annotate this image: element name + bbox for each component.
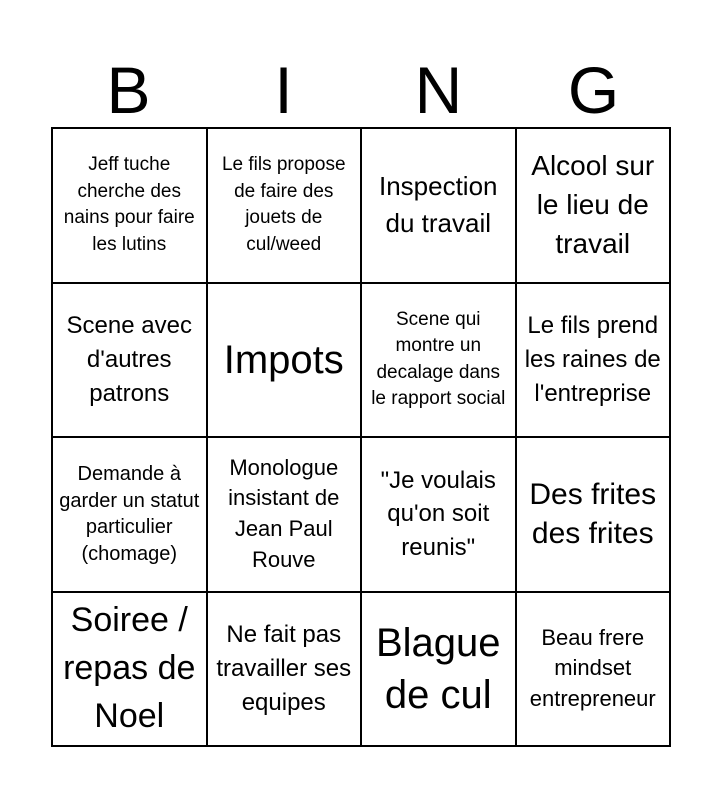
bingo-cell-text: Blague de cul: [375, 620, 501, 717]
bingo-cell-text: Demande à garder un statut particulier (chomage): [59, 463, 200, 565]
header-letter-i: I: [274, 53, 293, 127]
header-letter-g: G: [567, 53, 620, 127]
bingo-cell-text: Des frites des frites: [529, 477, 657, 551]
bingo-cell[interactable]: [517, 129, 672, 284]
bingo-cell-text: Beau frere mindset entrepreneur: [529, 624, 656, 712]
bingo-cell[interactable]: [362, 129, 517, 284]
bingo-grid: [51, 127, 671, 747]
bingo-cell[interactable]: [53, 593, 208, 748]
bingo-header: [51, 52, 671, 128]
bingo-cell[interactable]: [53, 438, 208, 593]
bingo-cell-text: Jeff tuche cherche des nains pour faire les lutins: [63, 154, 195, 255]
bingo-cell-text: Le fils propose de faire des jouets de cul/weed: [221, 154, 346, 255]
bingo-cell-text: Impots: [223, 337, 344, 382]
bingo-cell-text: Le fils prend les raines de l'entreprise: [524, 312, 661, 407]
bingo-cell-text: Alcool sur le lieu de travail: [531, 150, 655, 259]
bingo-cell-text: Monologue insistant de Jean Paul Rouve: [228, 454, 340, 573]
header-letter-n: N: [414, 53, 463, 127]
bingo-cell-text: "Je voulais qu'on soit reunis": [380, 466, 496, 562]
bingo-cell-text: Inspection du travail: [378, 170, 498, 239]
bingo-cell[interactable]: [53, 129, 208, 284]
bingo-cell-text: Scene avec d'autres patrons: [66, 312, 192, 407]
bingo-cell[interactable]: [208, 284, 363, 439]
bingo-cell[interactable]: [362, 593, 517, 748]
bingo-cell[interactable]: [208, 129, 363, 284]
bingo-cell[interactable]: [53, 284, 208, 439]
bingo-cell[interactable]: [208, 438, 363, 593]
header-letter-b: B: [106, 53, 151, 127]
bingo-cell-text: Scene qui montre un decalage dans le rapport social: [371, 308, 506, 410]
bingo-cell[interactable]: [517, 593, 672, 748]
bingo-cell[interactable]: [362, 284, 517, 439]
bingo-cell-text: Ne fait pas travailler ses equipes: [216, 621, 352, 716]
bingo-cell[interactable]: [517, 438, 672, 593]
bingo-cell[interactable]: [362, 438, 517, 593]
bingo-cell[interactable]: [517, 284, 672, 439]
bingo-cell-text: Soiree / repas de Noel: [63, 601, 196, 735]
bingo-cell[interactable]: [208, 593, 363, 748]
